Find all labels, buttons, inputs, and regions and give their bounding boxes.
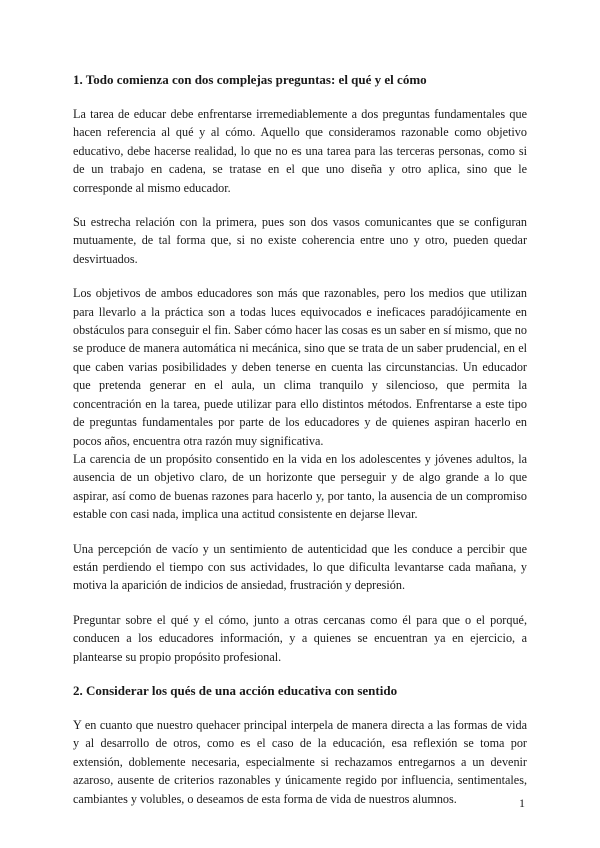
section-1-paragraph-1: La tarea de educar debe enfrentarse irremediablemente a dos preguntas fundamentales que hacen referencia al qué y al cómo. Aquello que consideramos razonable como objetivo educativo, debe hacerse realidad, lo que no es una tarea para las terceras personas, como si de un trabajo en cadena, se tratase en el que uno diseña y otro aplica, sino que le corresponde al mismo educador. — [73, 107, 527, 195]
section-2-heading: 2. Considerar los qués de una acción educativa con sentido — [73, 682, 398, 698]
section-1-paragraph-6: Preguntar sobre el qué y el cómo, junto a otras cercanas como él para que o el porqué, conducen a los educadores información, y a quienes se encuentran ya en ejercicio, a plantearse su propio propósito profesional. — [73, 612, 527, 664]
section-1-heading: 1. Todo comienza con dos complejas preguntas: el qué y el cómo — [73, 72, 427, 87]
section-1-paragraph-5: Una percepción de vacío y un sentimiento de autenticidad que les conduce a percibir que están perdiendo el tiempo con sus actividades, lo que dificulta levantarse cada mañana, y motiva la aparición de indicios de ansiedad, frustración y depresión. — [73, 541, 527, 593]
section-2-paragraph-1: Y en cuanto que nuestro quehacer principal interpela de manera directa a las formas de vida y al desarrollo de otros, como es el caso de la educación, esa reflexión se toma por extensión, doblemente necesaria, especialmente si rechazamos entregarnos a un devenir azaroso, ausente de criterios razonables y únicamente regido por influencia, sentimentales, cambiantes y volubles, o deseamos de esta forma de vida de nuestros alumnos. — [73, 717, 527, 806]
document-page — [73, 71, 527, 808]
section-1-paragraph-4: La carencia de un propósito consentido en la vida en los adolescentes y jóvenes adultos, la ausencia de un objetivo claro, de un horizonte que perseguir y de algo grande a lo que aspirar, así como de buenas razones para hacerlo y, por tanto, la ausencia de un compromiso estable con casi nada, implica una actitud consistente en dejarse llevar. — [73, 451, 527, 522]
section-1-paragraph-3: Los objetivos de ambos educadores son más que razonables, pero los medios que utilizan para llevarlo a la práctica son a todas luces equivocados e ineficaces paradójicamente en obstáculos para conseguir el fin. Saber cómo hacer las cosas es un saber en sí mismo, que no se produce de manera automática ni mecánica, sino que se trata de un saber prudencial, en el que caben varias posibilidades y deben tenerse en cuenta las circunstancias. Un educador que pretenda generar en el aula, un clima tranquilo y silencioso, que permita la concentración en la tarea, puede utilizar para ello distintos métodos. Enfrentarse a este tipo de preguntas fundamentales por parte de los educadores y de quienes aspiran hacerlo en pocos años, encuentra otra razón muy significativa. — [73, 286, 527, 448]
section-1-paragraph-2: Su estrecha relación con la primera, pues son dos vasos comunicantes que se configuran mutuamente, de tal forma que, si no existe coherencia entre uno y otro, pueden quedar desvirtuados. — [73, 215, 527, 266]
page-number: 1 — [519, 796, 525, 810]
